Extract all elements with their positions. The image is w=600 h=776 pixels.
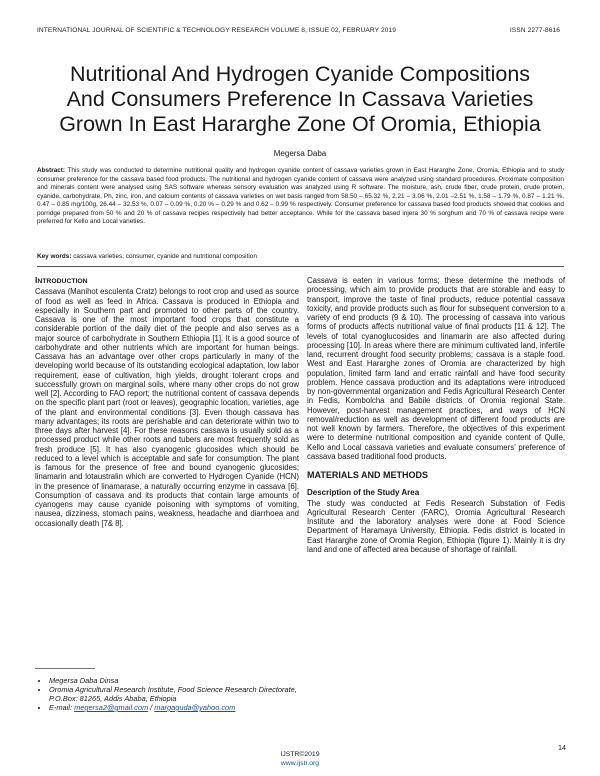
title-line: Nutritional And Hydrogen Cyanide Compositions [69,62,531,86]
footer-url[interactable]: www.ijstr.org [280,760,320,767]
footnote-divider [35,668,95,669]
intro-paragraph-1: Cassava (Manihot esculenta Cratz) belongs to root crop and used as source of food as well as feed in Africa. Cassava is produced in Ethiopia and especially in Southern part and promoted to other parts of the country. Cassava is one of the most important food crops that constitute a considerable portion of the daily diet of the people and also serves as a major source of carbohydrate in Southern Ethiopia [1]. It is a good source of carbohydrate and other nutrients which are important for human beings. Cassava has an advantage over other crops particularly in many of the developing world because of its outstanding ecological adaptation, low labor requirement, ease of cultivation, high yields, drought tolerant crops and successfully grown on marginal soils, where many other crops do not grow well [2]. According to FAO report; the nutritional content of cassava depends on the specific plant part (root or leaves), geographic location, varieties, age of the plant and environmental conditions [3]. Even though cassava has many advantages; its roots are perishable and can deteriorate within two to three days after harvest [4]. For these reasons cassava is usually sold as a processed product while other roots and tubers are most frequently sold as fresh produce [5]. It has also cyanogenic glucosides which should be reduced to a level which is acceptable and safe for consumption. The plant is famous for the presence of free and bound cyanogenic glucosides; linamarin and lotaustralin which are converted to Hydrogen Cyanide (HCN) in the presence of linamarase, a naturally occurring enzyme in cassava [6]. Consumption of cassava and its products that contain large amounts of cyanogens may cause cyanide poisoning with symptoms of vomiting, nausea, dizziness, stomach pains, weakness, headache and diarrhoea and occasionally death [7& 8]. [35,287,299,528]
keywords-label: Key words: [37,253,72,260]
paper-title [30,62,570,137]
author-footnotes [35,676,299,712]
methods-heading: MATERIALS AND METHODS [307,470,428,480]
abstract [37,167,564,227]
journal-header: INTERNATIONAL JOURNAL OF SCIENTIFIC & TECHNOLOGY RESEARCH VOLUME 8, ISSUE 02, FEBRUARY 2019 [37,27,397,34]
email-link-1[interactable]: megersa2@gmail.com [74,703,149,712]
email-separator: / [148,703,155,712]
footer-code: IJSTR©2019 [280,751,320,758]
footnote-author: • Megersa Daba Dinsa [49,676,299,685]
footnote-email [49,703,299,712]
intro-paragraph-2: Cassava is eaten in various forms; these determine the methods of processing, which aim to provide products that are storable and easy to transport, improve the taste of final products, reduce potential cassava toxicity, and provide products such as flour for subsequent conversion to a variety of end products (9 & 10). The processing of cassava into various forms of products affects nutritional value of final products [11 & 12]. The levels of total cyanoglucosides and linamarin are also affected during processing [10]. In areas where there are minimum cultivated land, infertile land, recurrent drought food security problems; cassava is a staple food. West and East Hararghe zones of Oromia are characterized by high population, limited farm land and erratic rainfall and have food security problem. Hence cassava production and its adaptations were introduced by non-governmental organization and Fedis Agricultural Research Center in Fedis, Kombolcha and Babile districts of Oromia regional State. However, post-harvest management practices, and ways of HCN removal/reduction as well as development of different food products are not well known by farmers. Therefore, the objectives of this experiment were to determine nutritional composition and cyanide content of Qulle, Kello and Local cassava varieties and evaluate consumers’ preference of cassava based traditional food products. [307,276,565,461]
keywords [37,253,564,260]
right-column [307,276,565,554]
title-line: And Consumers Preference In Cassava Varieties [66,87,534,111]
title-line: Grown In East Hararghe Zone Of Oromia, Ethiopia [59,112,541,136]
abstract-label: Abstract: [37,167,66,174]
email-link-2[interactable]: margaguda@yahoo.com [154,703,236,712]
footnote-affiliation: • Oromia Agricultural Research Institute, Food Science Research Directorate, P.O.Box: 81265, Addis Ababa, Ethiopia [49,685,299,703]
page-number: 14 [558,743,566,752]
methods-paragraph-1: The study was conducted at Fedis Research Substation of Fedis Agricultural Research Center (FARC), Oromia Agricultural Research Institute and the laboratory analyses were done at Food Science Department of Haramaya University, Ethiopia. Fedis district is located in East Hararghe zone of Oromia Region, Ethiopia (figure 1). Mainly it is dry land and one of affected area because of shortage of rainfall. [307,498,565,554]
author-name: Megersa Daba [273,149,327,158]
study-area-subheading: Description of the Study Area [307,488,420,498]
abstract-text: This study was conducted to determine nutritional quality and hydrogen cyanide content of cassava varieties grown in East Hararghe Zone, Oromia, Ethiopia and to study consumer preference for the cassava based food products. The nutritional and hydrogen cyanide content of cassava were analyzed using standard procedures. Proximate composition and minerals content were analysed using SAS software whereas sensory evaluation was analyzed using R software. The moisture, ash, crude fiber, crude protein, crude protein, cyanide, carbohydrate, Ph, zinc, iron, and calcium contents of cassava varieties on wet basis ranged from 58.50 – 65.32 %, 2.21 – 3.06 %, 2.01 –2.51 %, 1.58 – 1.79 %, 0.87 – 1.21 %, 0.47 – 0.85 mg/100g, 26.44 – 32.53 %, 0.07 – 0.09 %, 0.20 % – 0.29 % and 0.62 – 0.99 % respectively. Consumer preference for cassava based food products showed that cookies and porridge prepared from 50 % and 20 % of cassava recipes respectively had better acceptance. While for the cassava based injera 30 % sorghum and 70 % of cassava recipe were preferred for Kello and Local varieties. [37,167,564,225]
keywords-underline [37,266,564,267]
email-label: E-mail: [49,703,75,712]
introduction-heading [35,276,299,286]
heading-initial: I [35,275,38,285]
issn-header: ISSN 2277-8616 [509,27,560,34]
left-column [35,276,299,528]
heading-rest: NTRODUCTION [37,278,88,285]
keywords-text: cassava varieties, consumer, cyanide and nutritional composition [71,253,257,260]
